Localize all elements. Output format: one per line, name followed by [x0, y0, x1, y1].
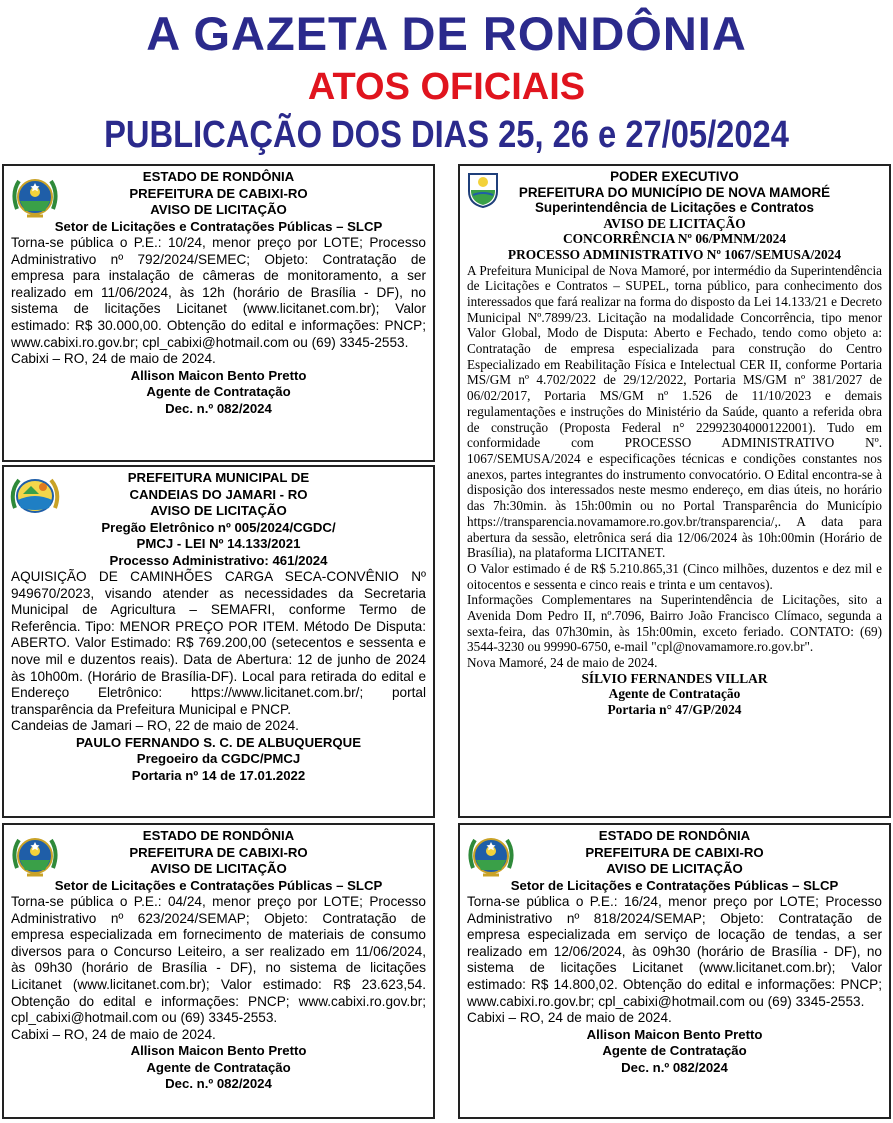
- notice-cabixi-pe-16: [458, 823, 891, 1119]
- notice-type: AVISO DE LICITAÇÃO: [606, 861, 743, 876]
- additional-info: Informações Complementares na Superintendência de Licitações, sito a Avenida Dom Pedro II, nº.7096, Bairro João Francisco Clímaco, segunda a sexta-feira, das 07h30min, às 15h:00min, exceto feriado. CONTATO: (69) 3544-3230 ou 99990-6750, e-mail "cpl@novamamore.ro.gov.br".: [467, 592, 882, 655]
- newspaper-title: A GAZETA DE RONDÔNIA: [146, 7, 747, 60]
- notice-cabixi-pe-10: [2, 164, 435, 462]
- place-date: Candeias de Jamari – RO, 22 de maio de 2024.: [11, 718, 299, 734]
- notice-cabixi-pe-04: [2, 823, 435, 1119]
- notice-type: AVISO DE LICITAÇÃO: [150, 861, 287, 876]
- branch-line: PODER EXECUTIVO: [610, 169, 739, 184]
- municipality-line: PREFEITURA DE CABIXI-RO: [585, 844, 764, 860]
- place-date: Cabixi – RO, 24 de maio de 2024.: [11, 1026, 216, 1042]
- signatory-role: Agente de Contratação: [146, 1059, 291, 1075]
- nova-mamore-coat-of-arms-icon: [466, 171, 500, 209]
- notice-candeias-pe-005: [2, 465, 435, 818]
- signatory-decree: Dec. n.º 082/2024: [165, 1076, 272, 1092]
- estimated-value: O Valor estimado é de R$ 5.210.865,31 (Cinco milhões, duzentos e dez mil e oitocentos e sessenta e cinco reais e trinta e um centavos).: [467, 560, 882, 592]
- state-line: ESTADO DE RONDÔNIA: [142, 169, 295, 184]
- signatory-role: Pregoeiro da CGDC/PMCJ: [136, 751, 301, 767]
- tender-number: Pregão Eletrônico nº 005/2024/CGDC/: [101, 519, 336, 535]
- notice-type: AVISO DE LICITAÇÃO: [603, 215, 746, 231]
- municipality-line-2: CANDEIAS DO JAMARI - RO: [129, 486, 308, 502]
- signatory-name: SÍLVIO FERNANDES VILLAR: [581, 670, 768, 686]
- signatory-name: Allison Maicon Bento Pretto: [586, 1026, 763, 1042]
- notice-nova-mamore-concorrencia: [458, 164, 891, 818]
- signatory-role: Agente de Contratação: [602, 1043, 747, 1059]
- place-date: Nova Mamoré, 24 de maio de 2024.: [467, 655, 658, 671]
- cabixi-seal-icon: [465, 830, 517, 882]
- department-line: Setor de Licitações e Contratações Públicas – SLCP: [54, 877, 383, 893]
- municipality-line: PREFEITURA MUNICIPAL DE: [127, 470, 310, 485]
- cabixi-seal-icon: [9, 171, 61, 223]
- signatory-name: Allison Maicon Bento Pretto: [130, 367, 307, 383]
- notice-body: AQUISIÇÃO DE CAMINHÕES CARGA SECA-CONVÊNIO Nº 949670/2023, visando atender as necessidades da Secretaria Municipal de Agricultura – SEMAFRI, conforme Termo de Referência. Tipo: MENOR PREÇO POR ITEM. Método De Disputa: ABERTO. Valor Estimado: R$ 769.200,00 (setecentos e sessenta e nove mil e duzentos reais). Data de Abertura: 12 de junho de 2024 às 10h00m. (Horário de Brasília-DF). Local para retirada do edital e Endereço Eletrônico: https://www.licitanet.com.br/; portal transparência da Prefeitura Municipal e PNCP.: [11, 569, 426, 717]
- notice-body: Torna-se pública o P.E.: 16/24, menor preço por LOTE; Processo Administrativo nº 818/2024/SEMAP; Objeto: Contratação de empresa especializada em serviço de locação de tendas, a ser realizado em 12/06/2024, às 09h30 (horário de Brasília - DF), no sistema de licitações Licitanet (www.licitanet.com.br); Valor estimado: R$ 14.800,02. Obtenção do edital e informações: PNCP; www.cabixi.ro.gov.br; cpl_cabixi@hotmail.com ou (69) 3345-2553.: [467, 894, 882, 1009]
- department-line: Superintendência de Licitações e Contratos: [534, 200, 815, 216]
- signatory-role: Agente de Contratação: [146, 384, 291, 400]
- tender-number: CONCORRÊNCIA Nº 06/PMNM/2024: [562, 231, 787, 247]
- section-title: ATOS OFICIAIS: [307, 66, 586, 108]
- cabixi-seal-icon: [9, 830, 61, 882]
- state-line: ESTADO DE RONDÔNIA: [598, 828, 751, 843]
- notice-type: AVISO DE LICITAÇÃO: [150, 503, 287, 518]
- state-line: ESTADO DE RONDÔNIA: [142, 828, 295, 843]
- place-date: Cabixi – RO, 24 de maio de 2024.: [11, 351, 216, 367]
- notice-type: AVISO DE LICITAÇÃO: [150, 202, 287, 217]
- department-line: Setor de Licitações e Contratações Públicas – SLCP: [54, 218, 383, 234]
- signatory-decree: Portaria nº 14 de 17.01.2022: [131, 767, 306, 783]
- candeias-seal-icon: [9, 472, 61, 518]
- municipality-line: PREFEITURA DE CABIXI-RO: [129, 185, 308, 201]
- tender-law: PMCJ - LEI Nº 14.133/2021: [136, 536, 301, 551]
- notice-body: Torna-se pública o P.E.: 04/24, menor preço por LOTE; Processo Administrativo nº 623/2024/SEMAP; Objeto: Contratação de empresa especializada em fornecimento de materiais de consumo diversos para o Concurso Leiteiro, a ser realizado em 11/06/2024, às 09h30 (horário de Brasília - DF), no sistema de licitações Licitanet (www.licitanet.com.br); Valor estimado: R$ 23.623,54. Obtenção do edital e informações: PNCP; www.cabixi.ro.gov.br; cpl_cabixi@hotmail.com ou (69) 3345-2553.: [11, 894, 426, 1026]
- process-number: Processo Administrativo: 461/2024: [109, 552, 328, 568]
- department-line: Setor de Licitações e Contratações Públicas – SLCP: [510, 877, 839, 893]
- signatory-role: Agente de Contratação: [608, 686, 741, 702]
- publication-dates: PUBLICAÇÃO DOS DIAS 25, 26 e 27/05/2024: [104, 114, 789, 156]
- signatory-decree: Portaria n° 47/GP/2024: [607, 702, 742, 718]
- notice-body: Torna-se pública o P.E.: 10/24, menor preço por LOTE; Processo Administrativo nº 792/2024/SEMEC; Objeto: Contratação de empresa para instalação de câmeras de monitoramento, a ser realizado em 11/06/2024, às 12h (horário de Brasília - DF), no sistema de licitações Licitanet (www.licitanet.com.br); Valor estimado: R$ 30.000,00. Obtenção do edital e informações: PNCP; www.cabixi.ro.gov.br; cpl_cabixi@hotmail.com ou (69) 3345-2553.: [11, 235, 426, 350]
- place-date: Cabixi – RO, 24 de maio de 2024.: [467, 1010, 672, 1026]
- signatory-name: Allison Maicon Bento Pretto: [130, 1043, 307, 1059]
- signatory-decree: Dec. n.º 082/2024: [165, 400, 272, 416]
- signatory-name: PAULO FERNANDO S. C. DE ALBUQUERQUE: [75, 734, 361, 750]
- municipality-line: PREFEITURA DE CABIXI-RO: [129, 844, 308, 860]
- notice-body: A Prefeitura Municipal de Nova Mamoré, por intermédio da Superintendência de Licitações e Contratos – SUPEL, torna público, para conhecimento dos interessados que fará realizar na forma do disposto da Lei 14.133/21 e Decreto Municipal Nº.7899/23. Licitação na modalidade Concorrência, tipo menor Valor Global, Modo de Disputa: Aberto e Fechado, tendo como objeto a: Contratação de empresa especializada para construção do Centro Especializado em Reabilitação Física e Intelectual CER II, conforme Portaria MS/GM nº 4.702/2022 de 29/12/2022, Portaria MS/GM nº 381/2027 de 06/02/2017, Portaria MS/GM nº 1.526 de 11/10/2023 e demais regulamentações e instruções do Ministério da Saúde, quanto a referida obra de construção (Proposta Federal n° 22992304000122001). Tudo em conformidade com PROCESSO ADMINISTRATIVO Nº. 1067/SEMUSA/2024 e especificações técnicas e condições constantes nos anexos, partes integrantes do instrumento convocatório. O Edital encontra-se à disposição dos interessados neste mesmo endereço, em dias úteis, no horário das 7h:30min. às 15h:00min ou no Portal Transparência do Município https://transparencia.novamamore.ro.gov.br/transparencia/,. A data para abertura da sessão, eletrônica será dia 12/06/2024 às 10h:00min (Horário de Brasília), na plataforma LICITANET.: [467, 262, 882, 561]
- process-number: PROCESSO ADMINISTRATIVO Nº 1067/SEMUSA/2024: [507, 246, 842, 262]
- municipality-line: PREFEITURA DO MUNICÍPIO DE NOVA MAMORÉ: [518, 184, 831, 200]
- signatory-decree: Dec. n.º 082/2024: [621, 1059, 728, 1075]
